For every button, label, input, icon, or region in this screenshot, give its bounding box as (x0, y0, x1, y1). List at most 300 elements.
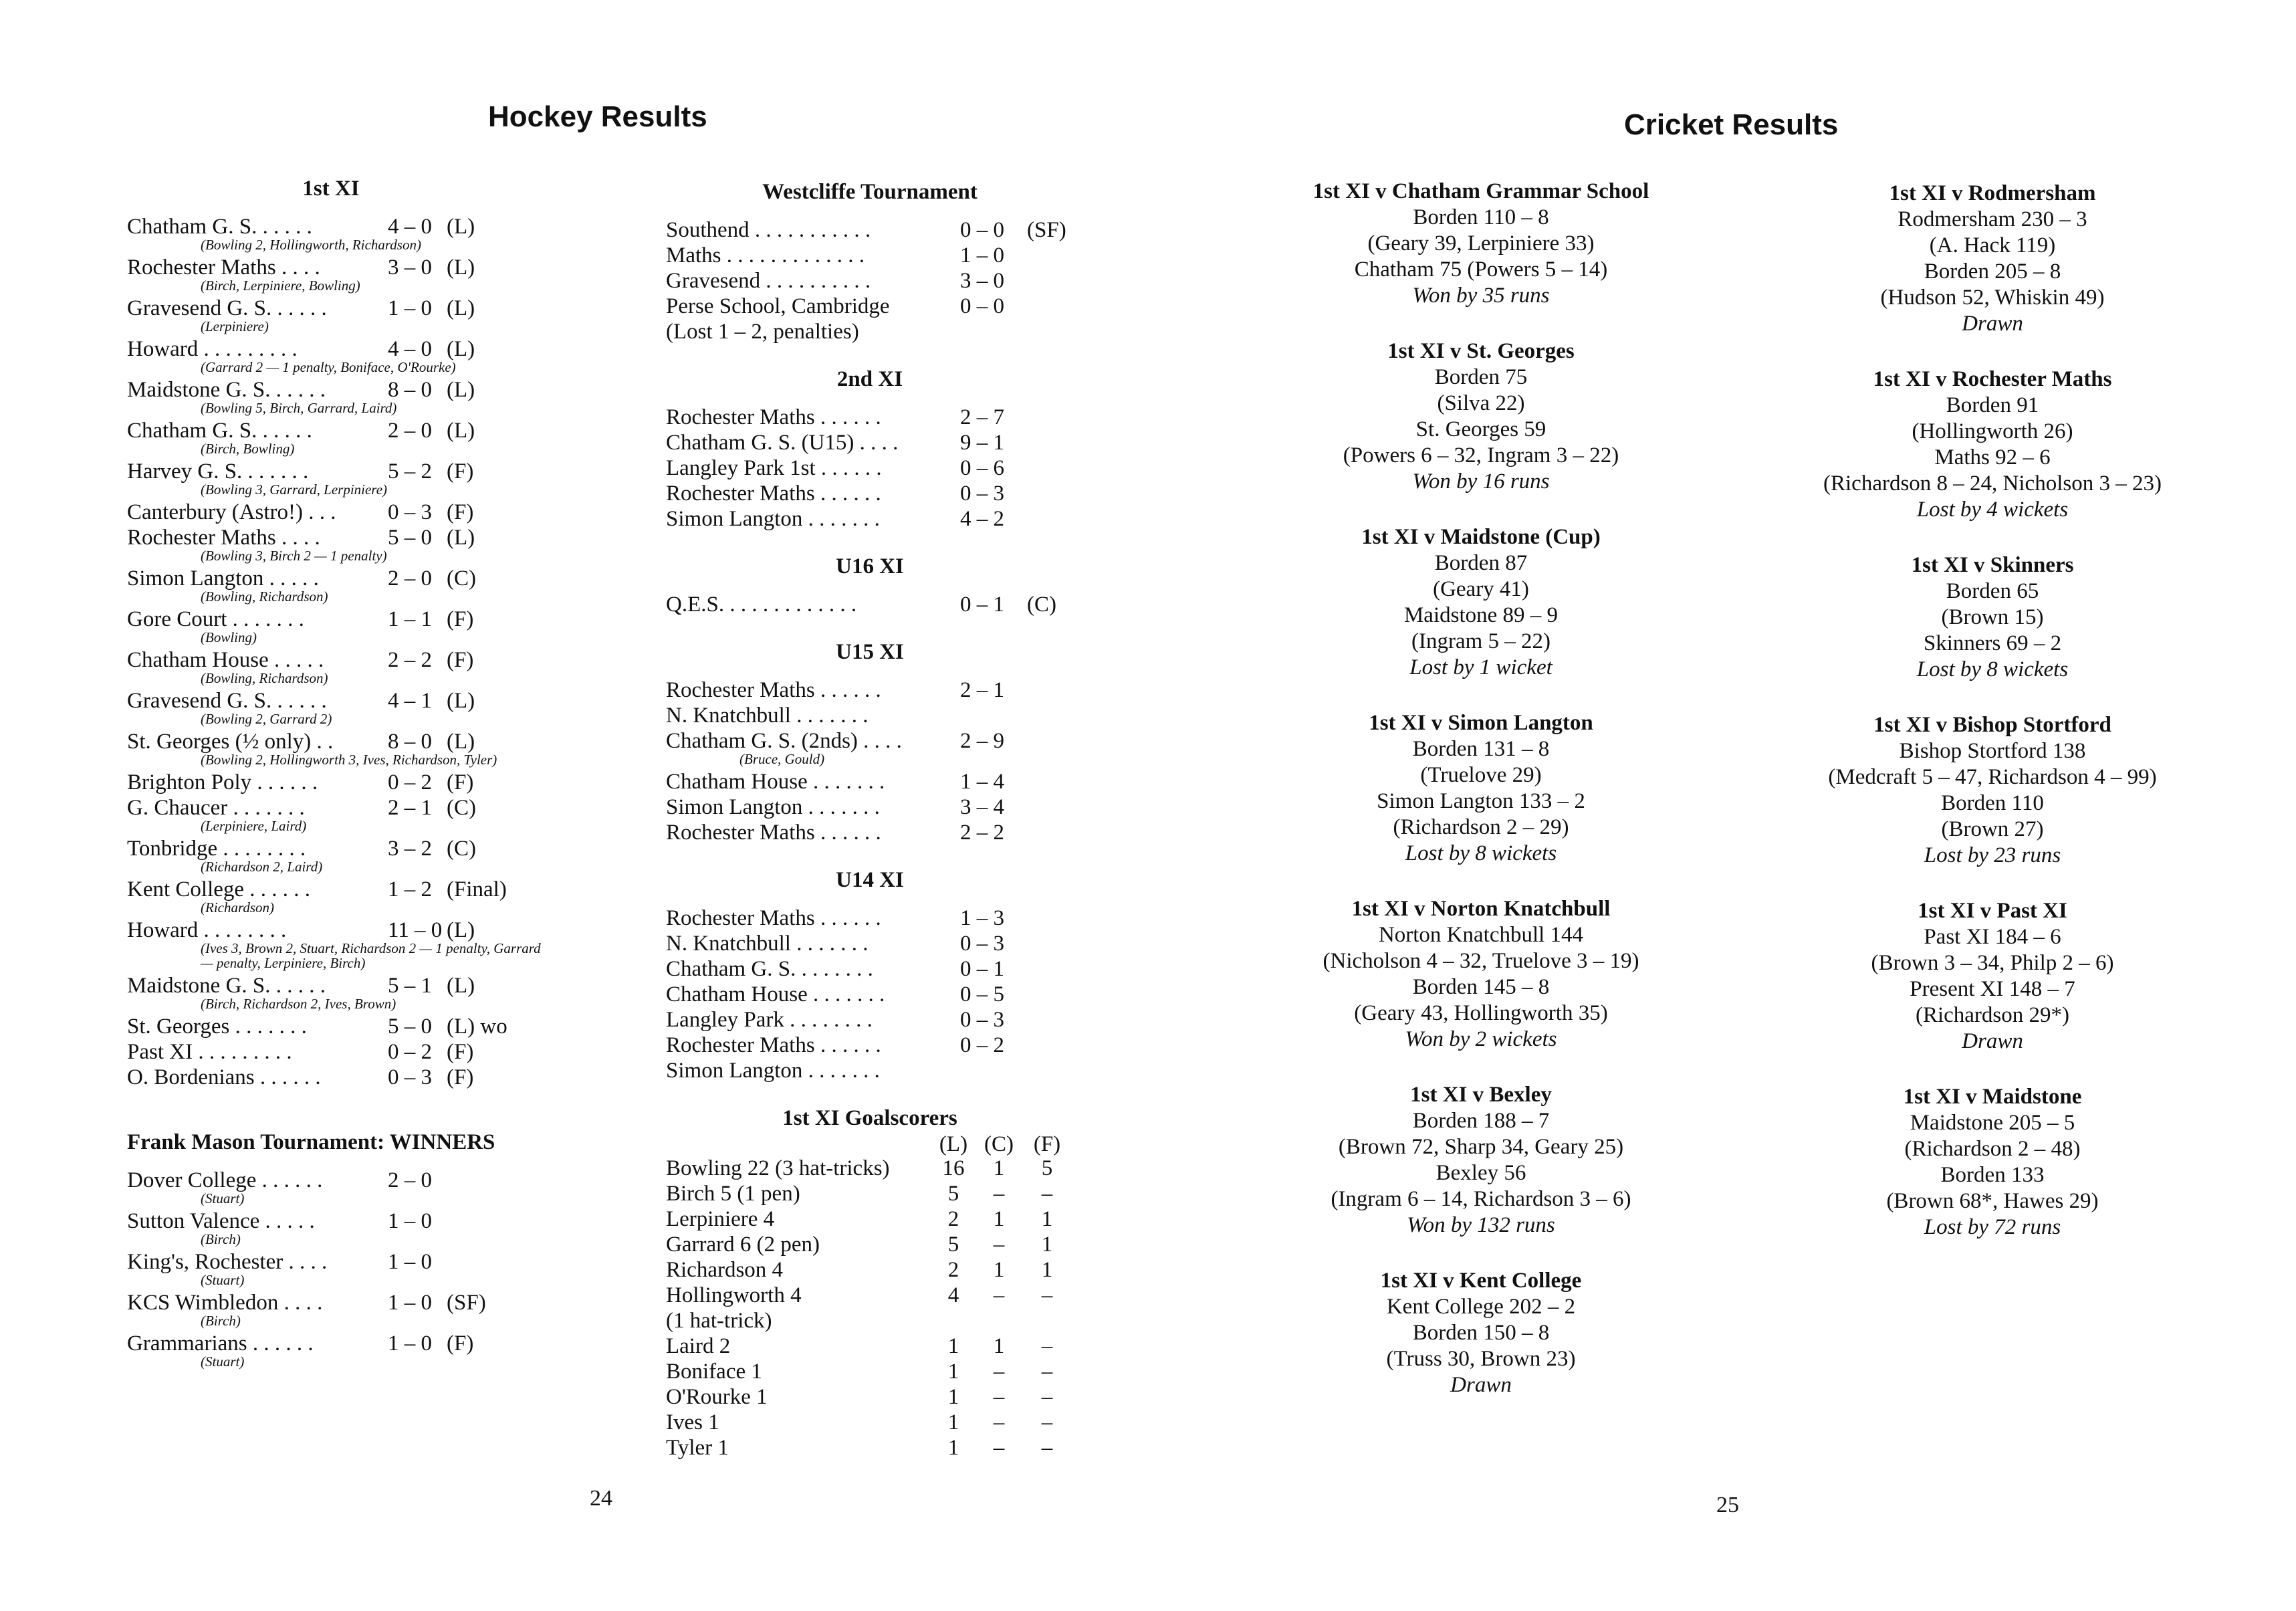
match-line: (Truelove 29) (1420, 763, 1542, 787)
result-row (666, 217, 1094, 243)
cricket-results-heading: Cricket Results (1624, 108, 1839, 141)
goalscorer-name: Garrard 6 (2 pen) (666, 1232, 820, 1257)
score: 0 – 3 (960, 1008, 1004, 1032)
score: 5 – 2 (388, 459, 432, 484)
score: 9 – 1 (960, 431, 1004, 455)
score: 1 – 0 (388, 1209, 432, 1233)
score: 0 – 2 (960, 1033, 1004, 1057)
goals-league: 1 (947, 1334, 959, 1358)
result-note: (L) (447, 255, 475, 280)
result-note: (F) (447, 1331, 474, 1356)
match-title: 1st XI v St. Georges (1387, 339, 1575, 363)
score: 2 – 0 (388, 566, 432, 590)
cricket-match (1260, 1082, 1702, 1239)
goals-cup: – (993, 1436, 1005, 1460)
result-note: (C) (1027, 593, 1056, 617)
result-note: (L) wo (447, 1014, 507, 1039)
second-xi-title: 2nd XI (836, 367, 903, 391)
score: 2 – 7 (960, 405, 1004, 429)
goals-friendly: – (1041, 1334, 1053, 1358)
match-line: (Brown 15) (1941, 605, 2044, 629)
team-name: Rochester Maths . . . . (127, 255, 320, 280)
match-line: Kent College 202 – 2 (1386, 1295, 1576, 1319)
score: 5 – 1 (388, 974, 432, 998)
result-row (127, 214, 555, 239)
team-name: Langley Park . . . . . . . . (666, 1008, 873, 1032)
result-note: (L) (447, 215, 475, 239)
match-result: Won by 132 runs (1407, 1213, 1555, 1237)
goals-cup: 1 (993, 1334, 1005, 1358)
match-line: Borden 131 – 8 (1412, 737, 1550, 761)
goals-league: 1 (947, 1436, 959, 1460)
goalscorer-name: Hollingworth 4 (666, 1283, 802, 1307)
team-name: N. Knatchbull . . . . . . . (666, 932, 869, 956)
u14-title: U14 XI (836, 868, 904, 892)
match-line: Borden 91 (1946, 393, 2039, 417)
goalscorer-row (666, 1283, 1094, 1308)
team-name: Maidstone G. S. . . . . . (127, 974, 326, 998)
score: 2 – 0 (388, 419, 432, 443)
team-name: (Lost 1 – 2, penalties) (666, 320, 859, 344)
result-row (127, 1331, 555, 1356)
goalscorers-header (666, 1132, 1094, 1156)
result-row (127, 647, 555, 673)
goals-cup: 1 (993, 1207, 1005, 1231)
result-note: (L) (447, 526, 475, 550)
result-note: (L) (447, 730, 475, 754)
goalscorer-row (666, 1333, 1094, 1359)
result-row (666, 506, 1094, 532)
goals-friendly: 1 (1041, 1258, 1053, 1282)
result-row (127, 566, 555, 591)
match-line: (Geary 43, Hollingworth 35) (1354, 1001, 1608, 1025)
team-name: Gravesend . . . . . . . . . . (666, 269, 871, 293)
cricket-match (1260, 1268, 1702, 1398)
team-name: Chatham House . . . . . (127, 648, 324, 672)
page-number-left: 24 (590, 1486, 612, 1511)
score: 1 – 0 (388, 1331, 432, 1356)
goalscorer-name: Birch 5 (1 pen) (666, 1182, 800, 1206)
goals-cup: – (993, 1360, 1005, 1384)
score: 1 – 0 (388, 1291, 432, 1315)
match-line: St. Georges 59 (1415, 417, 1546, 441)
result-row (666, 982, 1094, 1007)
first-xi-results (127, 214, 555, 1090)
result-row (127, 1168, 555, 1193)
result-row (127, 918, 555, 943)
match-line: (Richardson 29*) (1915, 1003, 2070, 1027)
team-name: Rochester Maths . . . . (127, 526, 320, 550)
score: 2 – 2 (388, 648, 432, 672)
result-note: (F) (447, 648, 474, 672)
match-line: Borden 110 – 8 (1413, 205, 1549, 229)
score: 2 – 9 (960, 729, 1004, 753)
goalscorer-row (666, 1181, 1094, 1206)
goals-league: 4 (947, 1283, 959, 1307)
result-note: (SF) (447, 1291, 486, 1315)
goals-friendly: – (1041, 1182, 1053, 1206)
result-row (127, 877, 555, 902)
score: 0 – 3 (960, 932, 1004, 956)
cricket-match (1772, 552, 2213, 683)
goalscorer-name: Ives 1 (666, 1410, 719, 1434)
result-note: (C) (447, 566, 476, 590)
score: 0 – 5 (960, 982, 1004, 1006)
result-row (127, 500, 555, 525)
cricket-match (1260, 710, 1702, 867)
match-line: Borden 65 (1946, 579, 2039, 603)
result-row (127, 1065, 555, 1090)
result-row (666, 455, 1094, 481)
goalscorer-name: Bowling 22 (3 hat-tricks) (666, 1156, 890, 1180)
result-note: (F) (447, 770, 474, 794)
match-title: 1st XI v Simon Langton (1369, 711, 1593, 735)
result-row (666, 820, 1094, 845)
goals-friendly: – (1041, 1283, 1053, 1307)
match-line: Simon Langton 133 – 2 (1377, 789, 1585, 813)
score: 4 – 1 (388, 689, 432, 713)
hockey-results-heading: Hockey Results (488, 100, 707, 133)
match-line: (Hudson 52, Whiskin 49) (1880, 286, 2105, 310)
team-name: Chatham G. S. . . . . . . . (666, 957, 873, 981)
match-line: (Hollingworth 26) (1912, 419, 2073, 443)
score: 3 – 0 (960, 269, 1004, 293)
team-name: Gravesend G. S. . . . . . (127, 296, 327, 320)
result-note: (F) (447, 459, 474, 484)
match-title: 1st XI v Skinners (1911, 553, 2074, 577)
team-name: St. Georges (½ only) . . (127, 730, 334, 754)
score: 0 – 0 (960, 218, 1004, 242)
team-name: Kent College . . . . . . (127, 877, 311, 901)
score: 4 – 0 (388, 337, 432, 361)
score: 0 – 6 (960, 456, 1004, 480)
team-name: Chatham G. S. (U15) . . . . (666, 431, 899, 455)
second-xi-results (666, 405, 1094, 532)
result-row (127, 607, 555, 632)
goals-friendly: – (1041, 1385, 1053, 1409)
cricket-match (1260, 338, 1702, 495)
match-line: (Truss 30, Brown 23) (1386, 1347, 1576, 1371)
result-row (666, 703, 1094, 728)
team-name: Rochester Maths . . . . . . (666, 821, 881, 845)
team-name: Chatham House . . . . . . . (666, 770, 885, 794)
team-name: Simon Langton . . . . . . . (666, 795, 880, 819)
goalscorer-name: (1 hat-trick) (666, 1309, 772, 1333)
result-note: (F) (447, 1065, 474, 1089)
goals-league: 2 (947, 1258, 959, 1282)
score: 1 – 2 (388, 877, 432, 901)
match-line: Rodmersham 230 – 3 (1898, 207, 2087, 231)
team-name: King's, Rochester . . . . (127, 1250, 328, 1274)
score: 8 – 0 (388, 730, 432, 754)
team-name: Chatham G. S. (2nds) . . . . (666, 729, 902, 753)
result-row (666, 592, 1094, 617)
u16-title: U16 XI (836, 554, 904, 578)
result-row (666, 268, 1094, 294)
goalscorer-name: Richardson 4 (666, 1258, 784, 1282)
score: 0 – 2 (388, 770, 432, 794)
team-name: Canterbury (Astro!) . . . (127, 500, 336, 524)
goalscorer-row (666, 1435, 1094, 1461)
goals-friendly: – (1041, 1410, 1053, 1434)
match-line: Borden 145 – 8 (1412, 975, 1550, 999)
result-row (127, 770, 555, 795)
result-row (666, 1033, 1094, 1058)
goals-cup: – (993, 1232, 1005, 1257)
result-row (127, 296, 555, 321)
team-name: KCS Wimbledon . . . . (127, 1291, 323, 1315)
goalscorers-note: (Stuart) (201, 1272, 245, 1288)
team-name: Rochester Maths . . . . . . (666, 906, 881, 930)
result-row (666, 481, 1094, 506)
result-row (666, 1007, 1094, 1033)
team-name: Rochester Maths . . . . . . (666, 405, 881, 429)
score: 0 – 3 (388, 1065, 432, 1089)
westcliffe-results (666, 217, 1094, 344)
match-title: 1st XI v Kent College (1380, 1269, 1582, 1293)
goalscorers-note: (Stuart) (201, 1190, 245, 1206)
result-row (127, 1039, 555, 1065)
goalscorers-note: (Bowling, Richardson) (201, 670, 328, 686)
goalscorer-row (666, 1384, 1094, 1410)
team-name: Maidstone G. S. . . . . . (127, 378, 326, 402)
result-row (666, 430, 1094, 455)
score: 1 – 0 (388, 296, 432, 320)
frank-mason-results (127, 1168, 555, 1369)
match-result: Drawn (1962, 312, 2023, 336)
goals-cup: – (993, 1410, 1005, 1434)
result-row (127, 459, 555, 484)
score: 0 – 1 (960, 593, 1004, 617)
result-row (666, 405, 1094, 430)
score: 0 – 0 (960, 294, 1004, 318)
goalscorers-note: (Birch, Richardson 2, Ives, Brown) (201, 996, 396, 1012)
goalscorer-row (666, 1257, 1094, 1283)
goalscorers-note: (Birch, Bowling) (201, 441, 295, 457)
score: 4 – 2 (960, 507, 1004, 531)
goalscorers-header-l: (L) (939, 1132, 968, 1156)
score: 3 – 4 (960, 795, 1004, 819)
match-line: (Medcraft 5 – 47, Richardson 4 – 99) (1828, 765, 2157, 789)
result-row (127, 836, 555, 861)
match-title: 1st XI v Maidstone (1903, 1085, 2082, 1109)
result-row (666, 956, 1094, 982)
score: 3 – 0 (388, 255, 432, 280)
match-line: Borden 75 (1434, 365, 1528, 389)
result-note: (C) (447, 837, 476, 861)
goals-league: 2 (947, 1207, 959, 1231)
hockey-column-a (127, 175, 555, 1372)
goalscorer-row (666, 1156, 1094, 1181)
match-line: (Ingram 5 – 22) (1411, 629, 1551, 653)
goalscorer-name: Lerpiniere 4 (666, 1207, 775, 1231)
goalscorers-note: (Lerpiniere) (201, 318, 269, 334)
result-row (127, 1249, 555, 1275)
cricket-match (1260, 524, 1702, 681)
cricket-match (1260, 896, 1702, 1053)
result-row (127, 729, 555, 754)
team-name: Chatham House . . . . . . . (666, 982, 885, 1006)
cricket-match (1772, 898, 2213, 1055)
hockey-column-b (666, 179, 1094, 1461)
score: 0 – 3 (960, 481, 1004, 506)
score: 8 – 0 (388, 378, 432, 402)
match-title: 1st XI v Maidstone (Cup) (1361, 525, 1601, 549)
match-line: Present XI 148 – 7 (1910, 977, 2075, 1001)
score: 2 – 1 (388, 796, 432, 820)
page-number-right: 25 (1716, 1493, 1739, 1517)
westcliffe-title: Westcliffe Tournament (762, 180, 978, 204)
match-title: 1st XI v Norton Knatchbull (1351, 897, 1611, 921)
goals-cup: – (993, 1283, 1005, 1307)
goalscorers-header-c: (C) (984, 1132, 1014, 1156)
result-note: (Final) (447, 877, 507, 901)
match-line: (Nicholson 4 – 32, Truelove 3 – 19) (1323, 949, 1639, 973)
team-name: O. Bordenians . . . . . . (127, 1065, 321, 1089)
result-row (666, 728, 1094, 754)
match-result: Won by 2 wickets (1405, 1027, 1557, 1051)
goals-friendly: – (1041, 1436, 1053, 1460)
match-line: (Brown 3 – 34, Philp 2 – 6) (1871, 951, 2114, 975)
team-name: Tonbridge . . . . . . . . (127, 837, 306, 861)
result-row (666, 905, 1094, 931)
score: 1 – 1 (388, 607, 432, 631)
result-row (127, 255, 555, 280)
result-row (127, 1014, 555, 1039)
score: 2 – 2 (960, 821, 1004, 845)
result-note: (L) (447, 974, 475, 998)
score: 5 – 0 (388, 1014, 432, 1039)
goalscorers-note: (Bowling 3, Garrard, Lerpiniere) (201, 481, 388, 498)
team-name: St. Georges . . . . . . . (127, 1014, 307, 1039)
goalscorers-note: (Birch) (201, 1231, 241, 1247)
goalscorer-row (666, 1359, 1094, 1384)
goalscorers-note: (Garrard 2 — 1 penalty, Boniface, O'Rourke) (201, 359, 456, 375)
result-note: (SF) (1027, 218, 1066, 242)
match-line: (Brown 72, Sharp 34, Geary 25) (1338, 1135, 1624, 1159)
match-line: (A. Hack 119) (1929, 233, 2056, 257)
u15-results (666, 677, 1094, 845)
match-result: Lost by 4 wickets (1916, 498, 2069, 522)
u16-results (666, 592, 1094, 617)
result-note: (L) (447, 378, 475, 402)
result-note: (C) (447, 796, 476, 820)
goalscorer-row (666, 1410, 1094, 1435)
goals-cup: – (993, 1385, 1005, 1409)
team-name: Langley Park 1st . . . . . . (666, 456, 882, 480)
match-line: (Silva 22) (1437, 391, 1525, 415)
goalscorers-table (666, 1156, 1094, 1461)
match-title: 1st XI v Chatham Grammar School (1312, 179, 1649, 203)
goalscorers-note: (Lerpiniere, Laird) (201, 818, 307, 834)
match-line: (Powers 6 – 32, Ingram 3 – 22) (1343, 443, 1619, 467)
match-line: (Richardson 2 – 48) (1904, 1137, 2081, 1161)
match-result: Drawn (1450, 1373, 1512, 1397)
match-line: (Geary 39, Lerpiniere 33) (1367, 231, 1595, 255)
match-title: 1st XI v Bishop Stortford (1873, 713, 2111, 737)
score: 2 – 0 (388, 1168, 432, 1192)
goalscorer-row (666, 1308, 1094, 1333)
team-name: Brighton Poly . . . . . . (127, 770, 318, 794)
match-result: Lost by 1 wicket (1409, 655, 1553, 679)
match-line: Borden 133 (1940, 1163, 2045, 1187)
score: 0 – 2 (388, 1040, 432, 1064)
match-line: (Brown 68*, Hawes 29) (1886, 1189, 2099, 1213)
result-row (666, 931, 1094, 956)
match-line: (Richardson 8 – 24, Nicholson 3 – 23) (1823, 471, 2162, 496)
match-line: Maths 92 – 6 (1934, 445, 2051, 469)
match-line: Borden 205 – 8 (1924, 259, 2061, 284)
frank-mason-title: Frank Mason Tournament: WINNERS (127, 1130, 495, 1154)
cricket-column-a (1260, 179, 1702, 1428)
team-name: Rochester Maths . . . . . . (666, 1033, 881, 1057)
goalscorer-name: Boniface 1 (666, 1360, 762, 1384)
match-line: (Ingram 6 – 14, Richardson 3 – 6) (1331, 1187, 1631, 1211)
score: 0 – 3 (388, 500, 432, 524)
result-note: (F) (447, 607, 474, 631)
goals-friendly: 1 (1041, 1207, 1053, 1231)
match-line: Maidstone 205 – 5 (1910, 1111, 2075, 1135)
match-result: Lost by 72 runs (1924, 1215, 2061, 1239)
match-line: Borden 188 – 7 (1412, 1109, 1550, 1133)
goals-cup: – (993, 1182, 1005, 1206)
team-name: Howard . . . . . . . . . (127, 337, 298, 361)
match-line: Borden 110 (1941, 791, 2044, 815)
cricket-column-b (1772, 181, 2213, 1270)
goalscorers-note: (Bowling 5, Birch, Garrard, Laird) (201, 400, 397, 416)
result-row (127, 1290, 555, 1315)
goalscorers-note: (Richardson) (201, 899, 275, 916)
team-name: Grammarians . . . . . . (127, 1331, 314, 1356)
goals-cup: 1 (993, 1258, 1005, 1282)
goalscorer-name: Tyler 1 (666, 1436, 729, 1460)
result-row (666, 1058, 1094, 1083)
result-row (127, 973, 555, 998)
match-line: Borden 87 (1434, 551, 1528, 575)
team-name: Q.E.S. . . . . . . . . . . . . (666, 593, 857, 617)
match-line: Chatham 75 (Powers 5 – 14) (1354, 257, 1608, 282)
match-line: Borden 150 – 8 (1412, 1321, 1550, 1345)
result-note: (L) (447, 419, 475, 443)
goalscorer-row (666, 1206, 1094, 1232)
team-name: Simon Langton . . . . . . . (666, 507, 880, 531)
team-name: Gravesend G. S. . . . . . (127, 689, 327, 713)
goalscorers-note: (Bowling) (201, 629, 257, 645)
result-note: (F) (447, 1040, 474, 1064)
goals-league: 1 (947, 1385, 959, 1409)
goals-league: 1 (947, 1410, 959, 1434)
result-row (127, 795, 555, 821)
first-xi-title: 1st XI (302, 177, 360, 201)
team-name: Chatham G. S. . . . . . (127, 215, 312, 239)
goalscorers-note: (Birch) (201, 1313, 241, 1329)
team-name: Rochester Maths . . . . . . (666, 481, 881, 506)
match-line: Skinners 69 – 2 (1923, 631, 2062, 655)
match-title: 1st XI v Bexley (1410, 1083, 1552, 1107)
match-title: 1st XI v Past XI (1918, 899, 2067, 923)
goalscorers-note: (Richardson 2, Laird) (201, 859, 323, 875)
goalscorers-note: (Bruce, Gould) (739, 751, 825, 767)
result-row (666, 319, 1094, 344)
goalscorers-note: (Stuart) (201, 1354, 245, 1370)
team-name: Simon Langton . . . . . (127, 566, 319, 590)
team-name: Past XI . . . . . . . . . (127, 1040, 292, 1064)
goals-league: 1 (947, 1360, 959, 1384)
result-row (127, 336, 555, 362)
goalscorer-name: Laird 2 (666, 1334, 731, 1358)
result-row (127, 688, 555, 714)
team-name: Gore Court . . . . . . . (127, 607, 304, 631)
